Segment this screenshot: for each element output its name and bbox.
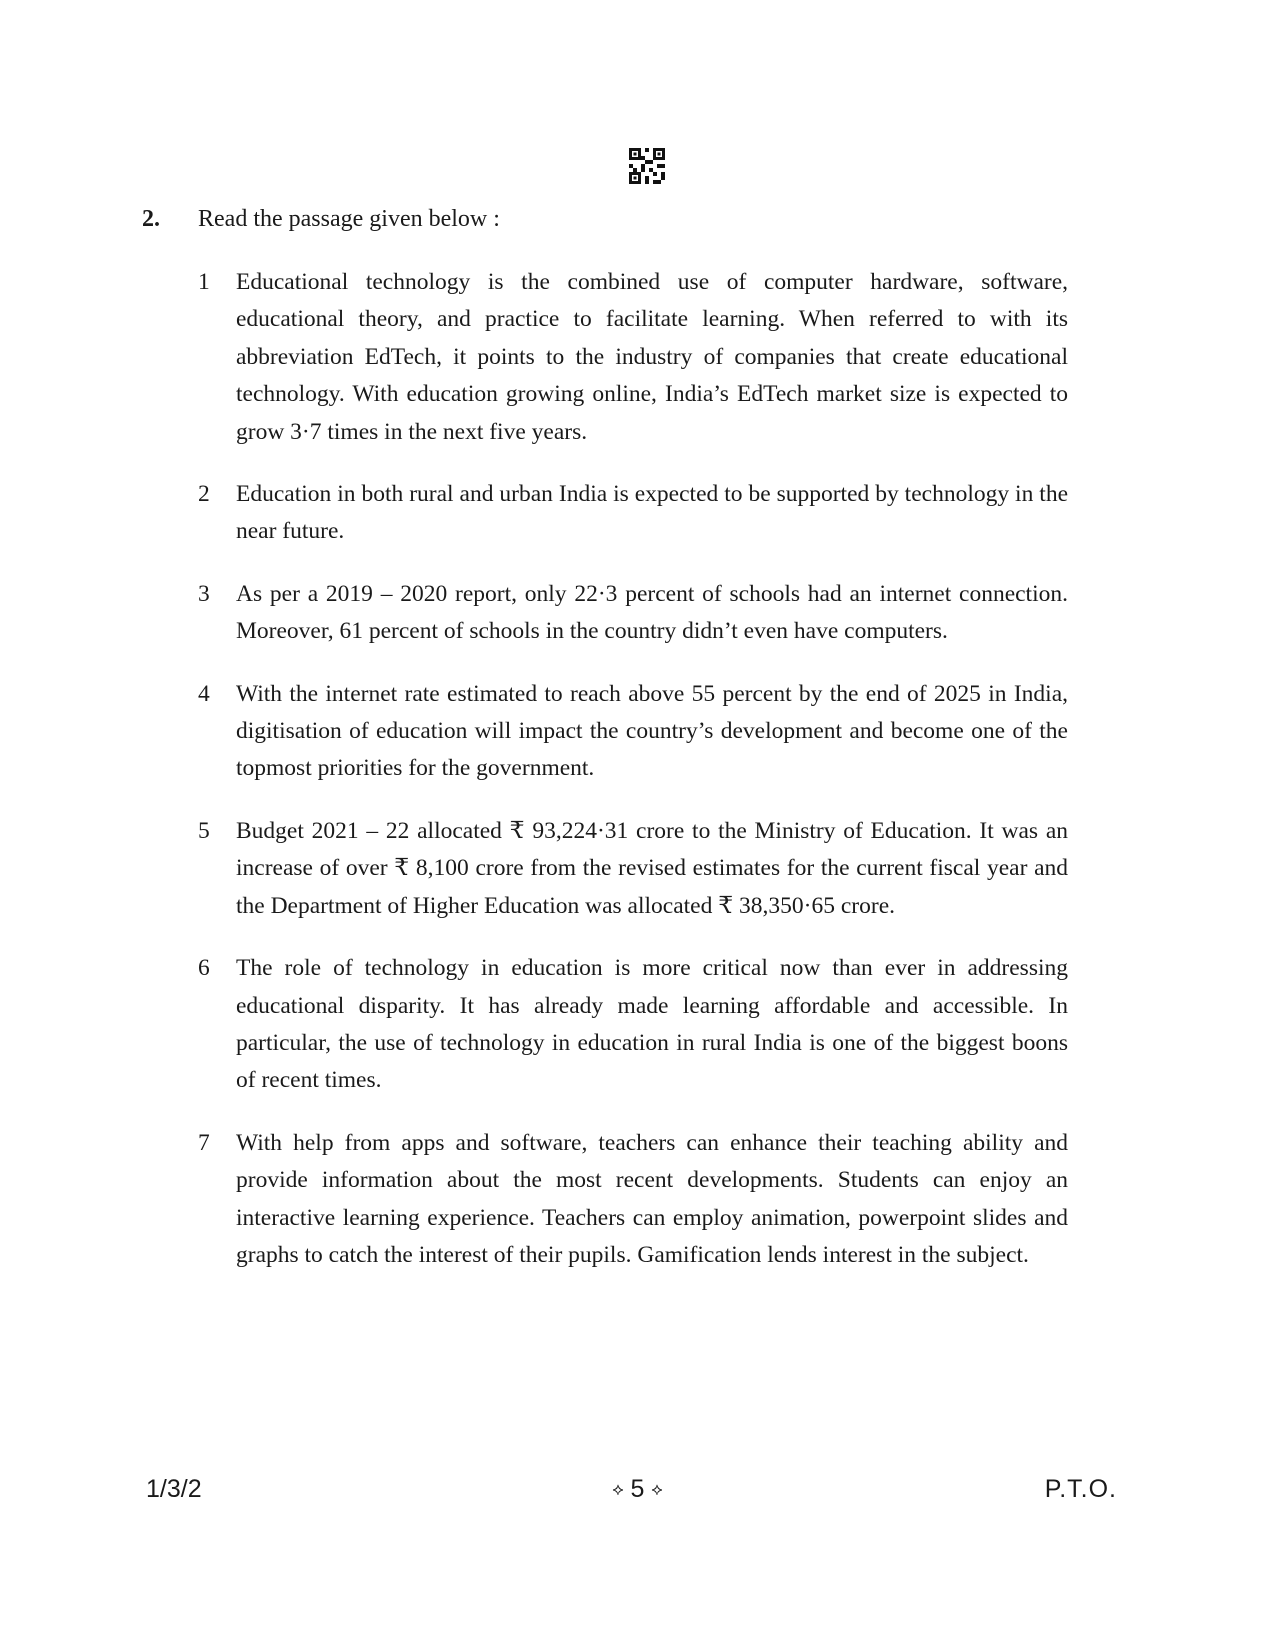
paragraph-number: 1 xyxy=(198,269,210,295)
paragraph-text: Budget 2021 – 22 allocated ₹ 93,224·31 crore to the Ministry of Education. It was an increase of over ₹ 8,100 crore from the revised estimates for the current fiscal year and the Department of Higher Education was allocated ₹ 38,350·65 crore. xyxy=(236,817,1068,919)
paragraph-number: 3 xyxy=(198,580,210,607)
paragraph-text: As per a 2019 – 2020 report, only 22·3 percent of schools had an internet connection. Moreover, 61 percent of schools in the country didn’t even have computers. xyxy=(236,580,1068,645)
paragraph xyxy=(198,264,1068,451)
paragraph-number: 7 xyxy=(198,1129,210,1156)
paragraph-number: 6 xyxy=(198,955,210,982)
paragraph xyxy=(198,476,1068,551)
question-number: 2. xyxy=(142,206,160,232)
ornament-right-icon: ⟡ xyxy=(651,1480,663,1499)
passage xyxy=(198,264,1068,1299)
paragraph xyxy=(198,1125,1068,1275)
paragraph xyxy=(198,813,1068,925)
paragraph xyxy=(198,576,1068,651)
paragraph-text: With help from apps and software, teachers can enhance their teaching ability and provide information about the most recent developments. Students can enjoy an interactive learning experience. Teachers can employ animation, powerpoint slides and graphs to catch the interest of their pupils. Gamification lends interest in the subject. xyxy=(236,1129,1068,1268)
paragraph xyxy=(198,676,1068,788)
paragraph-number: 4 xyxy=(198,680,210,707)
paragraph-text: The role of technology in education is more critical now than ever in addressing educational disparity. It has already made learning affordable and accessible. In particular, the use of technology in education in rural India is one of the biggest boons of recent times. xyxy=(236,955,1068,1094)
paragraph xyxy=(198,950,1068,1100)
paragraph-text: Educational technology is the combined use of computer hardware, software, educational theory, and practice to facilitate learning. When referred to with its abbreviation EdTech, it points to the industry of companies that create educational technology. With education growing online, India’s EdTech market size is expected to grow 3·7 times in the next five years. xyxy=(236,269,1068,445)
paper-code: 1/3/2 xyxy=(146,1475,202,1503)
page-number: 5 xyxy=(630,1475,645,1503)
paragraph-number: 5 xyxy=(198,817,210,844)
paragraph-number: 2 xyxy=(198,481,210,508)
question-prompt: Read the passage given below : xyxy=(198,206,500,232)
qr-code-icon xyxy=(629,148,665,184)
paragraph-text: With the internet rate estimated to reach above 55 percent by the end of 2025 in India, digitisation of education will impact the country’s development and become one of the topmost priorities for the government. xyxy=(236,680,1068,782)
pto-label: P.T.O. xyxy=(1044,1475,1117,1503)
paragraph-text: Education in both rural and urban India is expected to be supported by technology in the near future. xyxy=(236,481,1068,545)
ornament-left-icon: ⟡ xyxy=(612,1480,624,1499)
